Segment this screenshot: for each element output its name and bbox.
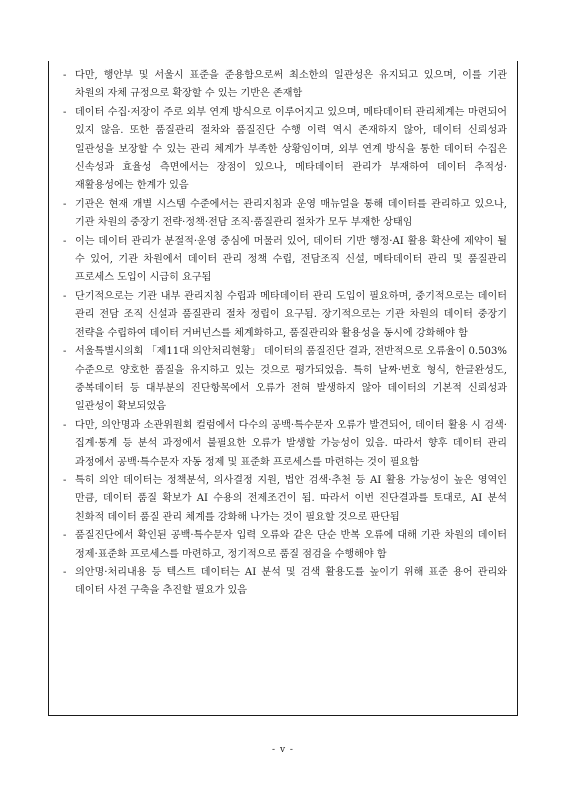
list-item — [63, 417, 507, 472]
content-box — [48, 61, 518, 716]
page-number: - v - — [272, 745, 294, 755]
list-item — [63, 233, 507, 288]
bullet-dash: - — [63, 198, 67, 210]
list-item — [63, 527, 507, 564]
item-text: 다만, 행안부 및 서울시 표준을 준용함으로써 최소한의 일관성은 유지되고 있으며, 이를 기관 차원의 자체 규정으로 확장할 수 있는 기반은 존재함 — [75, 70, 507, 100]
item-text: 다만, 의안명과 소관위원회 컬럼에서 다수의 공백·특수문자 오류가 발견되어, 데이터 활용 시 검색·집계·통계 등 분석 과정에서 불필요한 오류가 발생할 가능성이 있음. 따라서 향후 데이터 관리 과정에서 공백·특수문자 자동 정제 및 표준화 프로세스를 마련하는 것이 필요함 — [75, 419, 507, 468]
item-text: 데이터 수집·저장이 주로 외부 연계 방식으로 이루어지고 있으며, 메타데이터 관리체계는 마련되어 있지 않음. 또한 품질관리 절차와 품질진단 수행 이력 역시 존재하지 않아, 데이터 신뢰성과 일관성을 보장할 수 있는 관리 체계가 부족한 상황임이며, 외부 연계 방식을 통한 데이터 수집은 신속성과 효율성 측면에서는 장점이 있으나, 메타데이터 관리가 부재하여 데이터 추적성·재활용성에는 한계가 있음 — [75, 106, 507, 192]
bullet-dash: - — [63, 70, 67, 81]
bullet-list — [49, 61, 517, 601]
item-text: 단기적으로는 기관 내부 관리지침 수립과 메타데이터 관리 도입이 필요하며, 중기적으로는 데이터 관리 전담 조직 신설과 품질관리 절차 정립이 요구됨. 장기적으로는 기관 차원의 데이터 중장기 전략을 수립하여 데이터 거버넌스를 체계화하고, 품질관리와 활용성을 동시에 강화해야 함 — [75, 290, 507, 339]
bullet-dash: - — [63, 474, 67, 486]
item-text: 서울특별시의회 「제11대 의안처리현황」 데이터의 품질진단 결과, 전반적으로 오류율이 0.503% 수준으로 양호한 품질을 유지하고 있는 것으로 평가되었음. 특히 날짜·번호 형식, 한글완성도, 중복데이터 등 대부분의 진단항목에서 오류가 전혀 발생하지 않아 데이터의 기본적 신뢰성과 일관성이 확보되었음 — [75, 346, 507, 413]
list-item — [63, 564, 507, 601]
list-item — [63, 472, 507, 527]
bullet-dash: - — [63, 346, 67, 358]
list-item — [63, 288, 507, 343]
list-item — [63, 343, 507, 417]
bullet-dash: - — [63, 530, 67, 542]
item-text: 이는 데이터 관리가 분절적·운영 중심에 머물러 있어, 데이터 기반 행정·AI 활용 확산에 제약이 될 수 있어, 기관 차원에서 데이터 관리 정책 수립, 전담조직 신설, 메타데이터 관리 및 품질관리 프로세스 도입이 시급히 요구됨 — [75, 235, 507, 284]
bullet-dash: - — [63, 566, 67, 578]
bullet-dash: - — [63, 419, 67, 431]
bullet-dash: - — [63, 106, 67, 118]
list-item — [63, 196, 507, 233]
item-text: 기관은 현재 개별 시스템 수준에서는 관리지침과 운영 매뉴얼을 통해 데이터를 관리하고 있으나, 기관 차원의 중장기 전략·정책·전담 조직·품질관리 절차가 모두 부재한 상태임 — [75, 198, 507, 229]
item-text: 품질진단에서 확인된 공백·특수문자 입력 오류와 같은 단순 반복 오류에 대해 기관 차원의 데이터 정제·표준화 프로세스를 마련하고, 정기적으로 품질 점검을 수행해야 함 — [75, 530, 507, 560]
bullet-dash: - — [63, 235, 67, 247]
item-text: 특히 의안 데이터는 정책분석, 의사결정 지원, 법안 검색·추천 등 AI 활용 가능성이 높은 영역인 만큼, 데이터 품질 확보가 AI 수용의 전제조건이 됨. 따라서 이번 진단결과를 토대로, AI 분석 친화적 데이터 품질 관리 체계를 강화해 나가는 것이 필요할 것으로 판단됨 — [75, 474, 507, 523]
list-item — [63, 104, 507, 196]
bullet-dash: - — [63, 290, 67, 302]
item-text: 의안명·처리내용 등 텍스트 데이터는 AI 분석 및 검색 활용도를 높이기 위해 표준 용어 관리와 데이터 사전 구축을 추진할 필요가 있음 — [75, 566, 507, 597]
list-item — [63, 67, 507, 104]
